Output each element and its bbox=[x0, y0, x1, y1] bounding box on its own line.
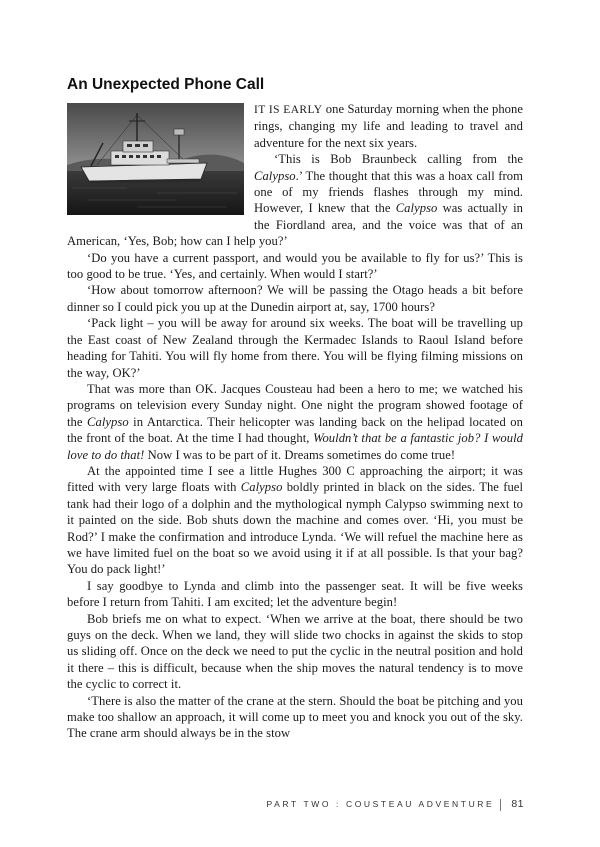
ship-name: Calypso bbox=[395, 201, 438, 216]
ship-name: Calypso bbox=[254, 168, 296, 183]
paragraph-1-text: one Saturday morning when the phone rings, changing my life and leading to travel and adventure for the next six years. bbox=[254, 102, 523, 150]
paragraph-7-text-a: At the appointed time I see a little Hughes 300 C approaching the airport; it was fitted with very large floats with bbox=[67, 463, 523, 495]
page-content bbox=[67, 72, 523, 742]
italic-thought: Wouldn’t that be a fantastic job? I would love to do that! bbox=[67, 431, 523, 462]
paragraph-5: ‘Pack light – you will be away for around six weeks. The boat will be travelling up the East coast of New Zealand through the Kermadec Islands to Raoul Island before heading for Tahiti. You will fly home from there. You will be flying filming missions on the way, OK?’ bbox=[67, 316, 523, 380]
running-footer-section: PART TWO : COUSTEAU ADVENTURE bbox=[266, 799, 495, 809]
page-footer bbox=[0, 798, 524, 811]
page-number: 81 bbox=[511, 798, 524, 810]
paragraph-3: ‘Do you have a current passport, and would you be available to fly for us?’ This is too good to be true. ‘Yes, and certainly. When would I start?’ bbox=[67, 250, 523, 282]
section-heading: An Unexpected Phone Call bbox=[67, 76, 265, 93]
paragraph-6-text-b: in Antarctica. Their helicopter was landing back on the helipad located on the front of the boat. At the time I had thought, bbox=[67, 414, 523, 446]
ship-name: Calypso bbox=[87, 414, 129, 429]
paragraph-2-text-a: ‘This is Bob Braunbeck calling from the bbox=[274, 152, 523, 167]
footer-divider bbox=[500, 799, 501, 811]
paragraph-8: I say goodbye to Lynda and climb into the passenger seat. It will be five weeks before I return from Tahiti. I am excited; let the adventure begin! bbox=[67, 578, 523, 610]
paragraph-1-lead: IT IS EARLY bbox=[254, 104, 323, 116]
paragraph-4: ‘How about tomorrow afternoon? We will be passing the Otago heads a bit before dinner so I could pick you up at the Dunedin airport at, say, 1700 hours? bbox=[67, 283, 523, 314]
paragraph-6-text-a: That was more than OK. Jacques Cousteau had been a hero to me; we watched his programs on television every Sunday night. One night the program showed footage of the bbox=[67, 381, 523, 429]
paragraph-6-text-c: Now I was to be part of it. Dreams sometimes do come true! bbox=[144, 447, 456, 462]
ship-photo bbox=[67, 103, 244, 215]
paragraph-2-text-b: .’ The thought that this was a hoax call from one of my friends flashes through my mind. However, I knew that the bbox=[254, 168, 523, 216]
paragraph-2-text-c: was actually in the Fiordland area, and the voice was that of an American, ‘Yes, Bob; how can I help you?’ bbox=[67, 201, 523, 249]
paragraph-7 bbox=[67, 463, 523, 578]
paragraph-6 bbox=[67, 381, 523, 463]
paragraph-7-text-b: boldly printed in black on the sides. The fuel tank had their logo of a dolphin and the mythological nymph Calypso swimming next to it painted on the side. Bob shuts down the machine and comes over. ‘Hi, you must be Rod?’ I make the confirmation and introduce Lynda. ‘We will refuel the machine here as we have limited fuel on the boat so we avoid using it if at all possible. Is that your bag? You do pack light!’ bbox=[67, 480, 524, 577]
ship-name: Calypso bbox=[240, 480, 283, 495]
paragraph-9: Bob briefs me on what to expect. ‘When we arrive at the boat, there should be two guys on the deck. When we land, they will slide two chocks in against the skids to stop us sliding off. Once on the deck we need to put the cyclic in the neutral position and hold it there – this is difficult, because when the ship moves the natural tendency is to move the cyclic to correct it. bbox=[67, 611, 523, 692]
paragraph-10: ‘There is also the matter of the crane at the stern. Should the boat be pitching and you make too shallow an approach, it will come up to meet you and knock you out of the sky. The crane arm should always be in the stow bbox=[67, 693, 523, 741]
